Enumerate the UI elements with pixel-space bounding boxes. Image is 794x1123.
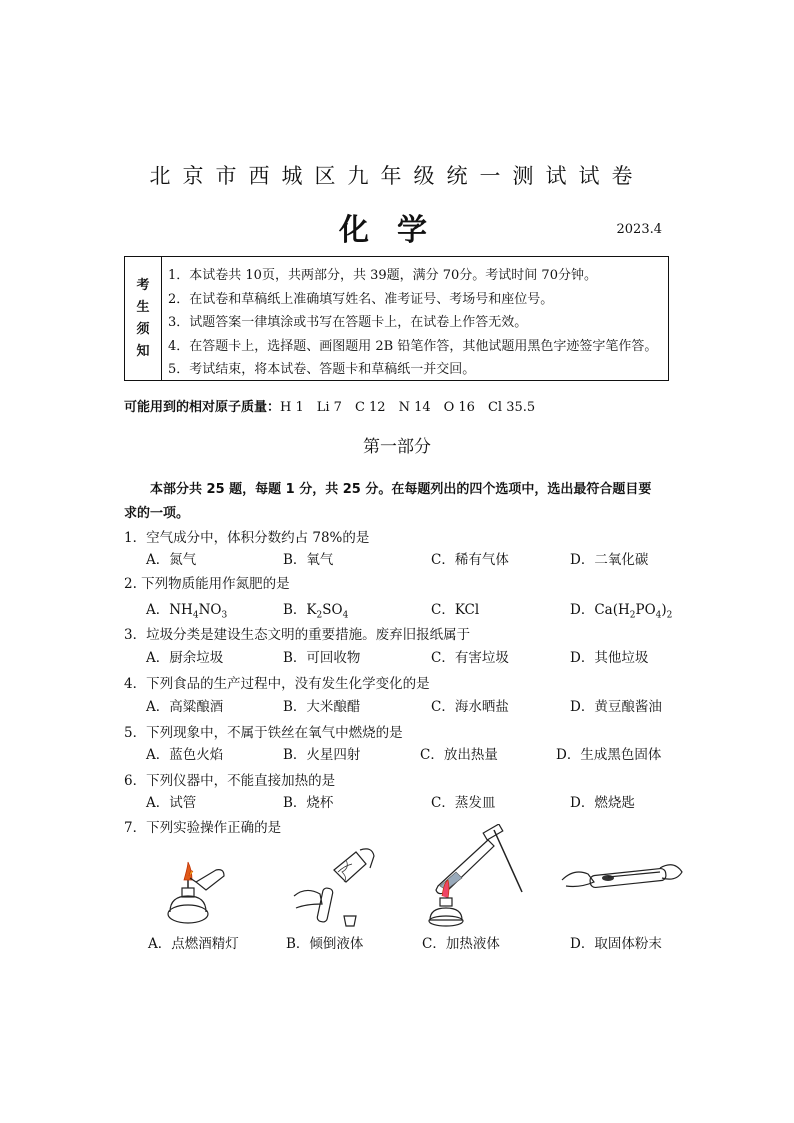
subscript: 2: [666, 610, 673, 621]
notice-item: 3．试题答案一律填涂或书写在答题卡上，在试卷上作答无效。: [168, 315, 528, 330]
question-stem: 7．下列实验操作正确的是: [124, 820, 282, 836]
notice-item: 4．在答题卡上，选择题、画图题用 2B 铅笔作答，其他试题用黑色字迹签字笔作答。: [168, 338, 658, 354]
subscript: 2: [316, 610, 323, 621]
subject-title: 化学: [339, 213, 455, 248]
option-c[interactable]: C．KCl: [431, 602, 480, 618]
option-b[interactable]: B．烧杯: [283, 795, 334, 811]
question-stem: 6．下列仪器中，不能直接加热的是: [124, 773, 336, 789]
solid-powder-illustration: [560, 854, 686, 898]
option-b[interactable]: B．大米酿醋: [283, 699, 361, 715]
question-stem: 5．下列现象中，不属于铁丝在氧气中燃烧的是: [124, 725, 403, 741]
option-a[interactable]: A．试管: [146, 795, 197, 811]
subscript: 2: [629, 610, 636, 621]
option-c[interactable]: C．放出热量: [420, 747, 498, 763]
option-b[interactable]: B．火星四射: [283, 747, 361, 763]
option-d[interactable]: D．黄豆酿酱油: [570, 699, 662, 715]
notice-item: 5．考试结束，将本试卷、答题卡和草稿纸一并交回。: [168, 362, 476, 377]
atomic-mass-line: [124, 396, 535, 415]
option-a[interactable]: A．高粱酿酒: [146, 699, 224, 715]
question-stem: 1．空气成分中，体积分数约占 78%的是: [124, 530, 370, 546]
notice-heading-char: 生: [136, 299, 150, 315]
subscript: 4: [192, 610, 199, 621]
atomic-mass-label: 可能用到的相对原子质量：: [124, 400, 281, 415]
notice-heading: [125, 257, 162, 380]
exam-date: 2023.4: [616, 222, 662, 237]
question-stem: 4．下列食品的生产过程中，没有发生化学变化的是: [124, 676, 430, 692]
option-b[interactable]: B．可回收物: [283, 650, 361, 666]
option-a[interactable]: A．蓝色火焰: [146, 747, 224, 763]
option-c[interactable]: C．有害垃圾: [431, 650, 509, 666]
intro-score: 本部分共 25 题，每题 1 分，共 25 分。: [150, 482, 392, 497]
figure-d-label: D．取固体粉末: [570, 936, 662, 952]
intro-choice: 在每题列出的四个选项中，: [391, 482, 548, 497]
notice-heading-char: 须: [136, 321, 150, 337]
option-d[interactable]: [570, 598, 672, 621]
part-one-instructions: [124, 478, 664, 526]
atomic-mass-values: H 1 Li 7 C 12 N 14 O 16 Cl 35.5: [280, 400, 536, 415]
notice-heading-char: 考: [136, 277, 150, 293]
option-d[interactable]: D．燃烧匙: [570, 795, 635, 811]
option-text: SO: [322, 602, 343, 618]
exam-title: 北京市西城区九年级统一测试试卷: [149, 164, 645, 188]
subscript: 4: [342, 610, 349, 621]
option-b[interactable]: B．氧气: [283, 552, 334, 568]
notice-item: 2．在试卷和草稿纸上准确填写姓名、准考证号、考场号和座位号。: [168, 291, 554, 307]
candidate-notice-box: [124, 256, 669, 381]
option-d[interactable]: D．其他垃圾: [570, 650, 649, 666]
option-text: ): [661, 602, 667, 618]
option-a[interactable]: A．氮气: [146, 552, 197, 568]
option-text: D．Ca(H: [570, 602, 630, 618]
option-b[interactable]: [283, 598, 348, 621]
notice-list: [162, 257, 668, 380]
option-text: NO: [198, 602, 222, 618]
option-a[interactable]: [146, 598, 227, 621]
part-one-title: 第一部分: [363, 437, 431, 457]
question-stem: 2. 下列物质能用作氮肥的是: [124, 576, 290, 592]
option-text: PO: [635, 602, 656, 618]
option-d[interactable]: D．生成黑色固体: [556, 747, 662, 763]
figure-c-label: C．加热液体: [422, 936, 500, 952]
option-text: A．NH: [146, 602, 193, 618]
intro-select: 选出最符合题目要求的一项。: [124, 482, 652, 521]
option-c[interactable]: C．海水晒盐: [431, 699, 509, 715]
figure-b-label: B．倾倒液体: [286, 936, 364, 952]
figure-a-label: A．点燃酒精灯: [148, 936, 239, 952]
option-c[interactable]: C．蒸发皿: [431, 795, 496, 811]
alcohol-lamp-illustration: [158, 852, 228, 927]
subscript: 4: [655, 610, 662, 621]
heating-liquid-illustration: [418, 824, 530, 929]
subscript: 3: [221, 610, 228, 621]
option-d[interactable]: D．二氧化碳: [570, 552, 649, 568]
option-c[interactable]: C．稀有气体: [431, 552, 509, 568]
question-stem: 3．垃圾分类是建设生态文明的重要措施。废弃旧报纸属于: [124, 627, 471, 643]
pouring-liquid-illustration: [286, 842, 378, 930]
notice-item: 1．本试卷共 10页，共两部分，共 39题，满分 70分。考试时间 70分钟。: [168, 268, 597, 283]
option-a[interactable]: A．厨余垃圾: [146, 650, 224, 666]
option-text: B．K: [283, 602, 317, 618]
notice-heading-char: 知: [136, 343, 150, 359]
